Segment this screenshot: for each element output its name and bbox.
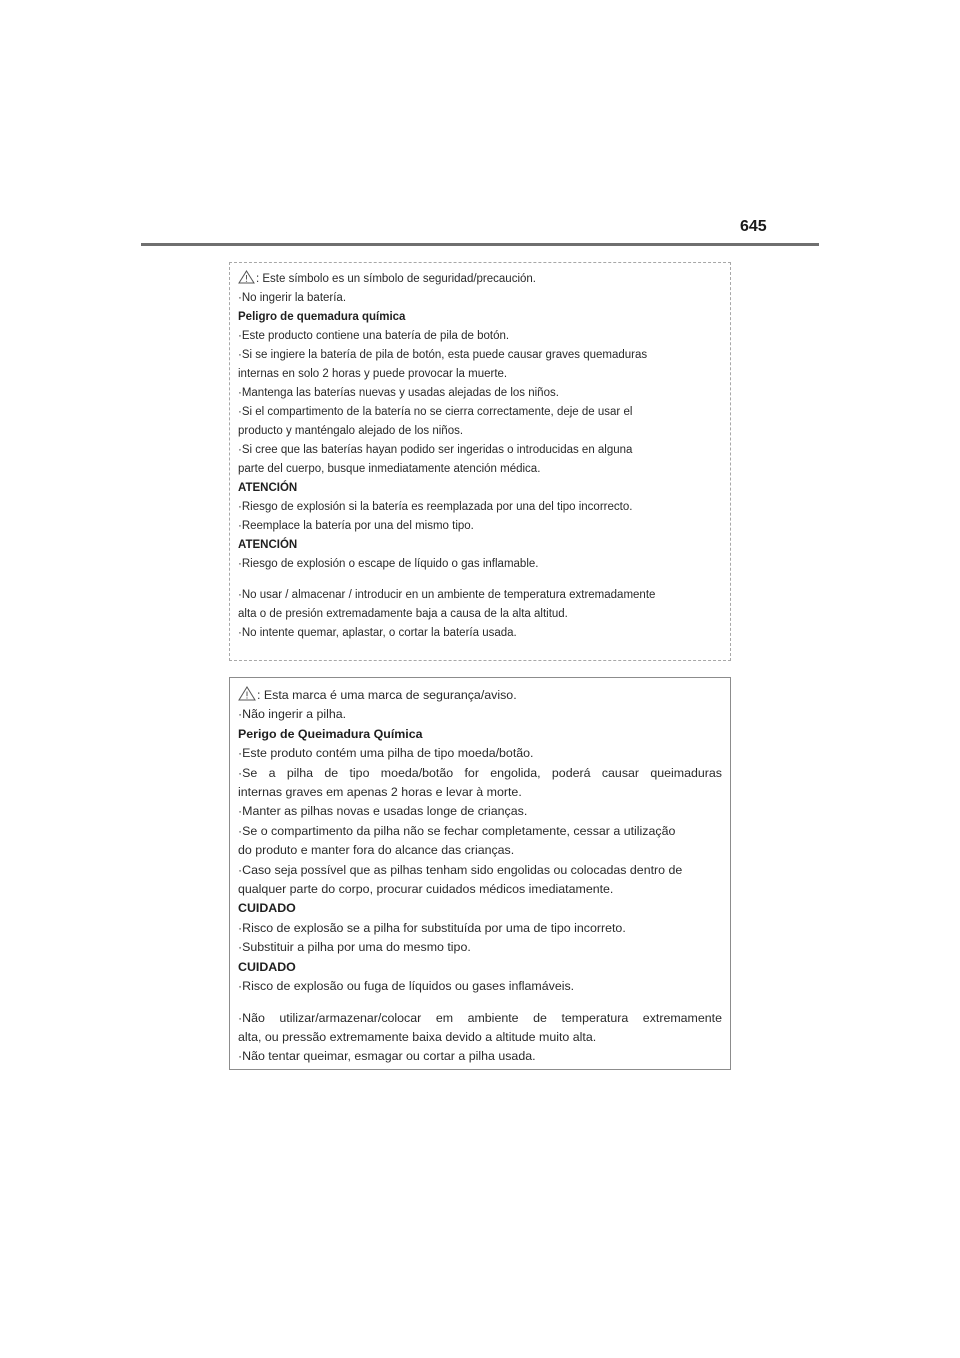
attention-heading: ATENCIÓN: [238, 482, 298, 494]
warning-line: internas en solo 2 horas y puede provocar la muerte.: [238, 368, 508, 380]
page-number: 645: [740, 218, 767, 235]
warning-line: alta o de presión extremadamente baja a causa de la alta altitud.: [238, 608, 568, 620]
warning-line: qualquer parte do corpo, procurar cuidados médicos imediatamente.: [238, 882, 614, 897]
symbol-explanation: [238, 686, 722, 705]
warning-line: ·No ingerir la batería.: [238, 292, 347, 304]
warning-line: ·Si el compartimento de la batería no se cierra correctamente, deje de usar el: [238, 406, 633, 418]
warning-line: producto y manténgalo alejado de los niños.: [238, 425, 464, 437]
warning-line: ·Manter as pilhas novas e usadas longe de crianças.: [238, 804, 528, 819]
warning-heading: Perigo de Queimadura Química: [238, 726, 423, 741]
caution-heading: CUIDADO: [238, 959, 296, 974]
warning-line: ·Se a pilha de tipo moeda/botão for engolida, poderá causar queimaduras: [238, 765, 722, 780]
warning-line: ·Si cree que las baterías hayan podido ser ingeridas o introducidas en alguna: [238, 444, 633, 456]
warning-line: ·Se o compartimento da pilha não se fechar completamente, cessar a utilização: [238, 823, 676, 838]
warning-line: ·Riesgo de explosión si la batería es reemplazada por una del tipo incorrecto.: [238, 501, 633, 513]
warning-line: do produto e manter fora do alcance das crianças.: [238, 843, 515, 858]
warning-line: ·Risco de explosão ou fuga de líquidos ou gases inflamáveis.: [238, 979, 575, 994]
warning-line: internas graves em apenas 2 horas e levar à morte.: [238, 785, 522, 800]
warning-line: ·Riesgo de explosión o escape de líquido o gas inflamable.: [238, 558, 539, 570]
header-divider: [141, 243, 819, 246]
warning-line: ·Mantenga las baterías nuevas y usadas alejadas de los niños.: [238, 387, 559, 399]
symbol-explanation-text: : Este símbolo es un símbolo de seguridad/precaución.: [256, 273, 536, 285]
caution-heading: CUIDADO: [238, 901, 296, 916]
warning-line: ·Não utilizar/armazenar/colocar em ambiente de temperatura extremamente: [238, 1010, 722, 1025]
warning-line: ·Si se ingiere la batería de pila de botón, esta puede causar graves quemaduras: [238, 349, 648, 361]
warning-line: ·Risco de explosão se a pilha for substituída por uma de tipo incorreto.: [238, 920, 626, 935]
warning-line: ·Substituir a pilha por uma do mesmo tipo.: [238, 940, 471, 955]
warning-line: ·No usar / almacenar / introducir en un ambiente de temperatura extremadamente: [238, 589, 656, 601]
warning-line: alta, ou pressão extremamente baixa devido a altitude muito alta.: [238, 1029, 597, 1044]
warning-triangle-icon: [238, 686, 256, 701]
warning-line: ·Não ingerir a pilha.: [238, 707, 347, 722]
symbol-explanation: [238, 270, 722, 289]
warning-line: ·Este producto contiene una batería de pila de botón.: [238, 330, 510, 342]
symbol-explanation-text: : Esta marca é uma marca de segurança/aviso.: [257, 688, 517, 702]
warning-triangle-icon: [238, 270, 255, 284]
attention-heading: ATENCIÓN: [238, 539, 298, 551]
warning-line: ·Reemplace la batería por una del mismo tipo.: [238, 520, 474, 532]
warning-line: ·Caso seja possível que as pilhas tenham sido engolidas ou colocadas dentro de: [238, 862, 683, 877]
warning-line: parte del cuerpo, busque inmediatamente atención médica.: [238, 463, 541, 475]
battery-warning-portuguese: [229, 677, 731, 1070]
warning-line: ·Não tentar queimar, esmagar ou cortar a pilha usada.: [238, 1049, 536, 1064]
warning-line: ·No intente quemar, aplastar, o cortar la batería usada.: [238, 627, 517, 639]
warning-heading: Peligro de quemadura química: [238, 311, 406, 323]
battery-warning-spanish: [229, 262, 731, 661]
warning-line: ·Este produto contém uma pilha de tipo moeda/botão.: [238, 746, 534, 761]
